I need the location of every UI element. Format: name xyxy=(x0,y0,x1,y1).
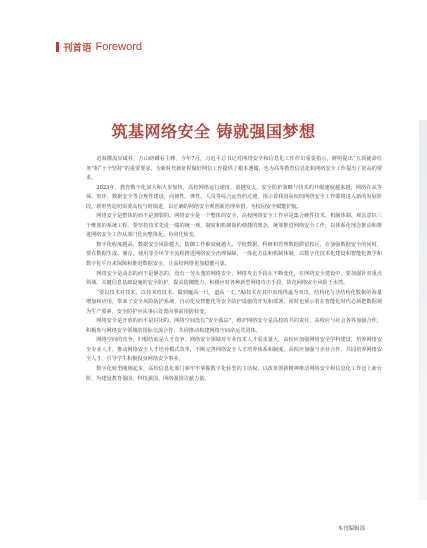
signature: 本刊编辑部 xyxy=(337,526,365,532)
paragraph: 网络安全是动态的而不是静态的。没有一劳永逸的网络安全，网络攻击手段在不断变化，在网络安全建设中，要加强针对重点领域、关键信息基础设施的安全防护，提高防御能力，积极应对各种新型网络攻击手段，防范网络安全风险于未然。 xyxy=(86,270,382,287)
section-label-cn: 刊首语 xyxy=(63,43,92,54)
section-label-en: Foreword xyxy=(95,41,142,53)
paragraph: 网络安全是整体的而不是割裂的。网络安全是一个整体的安全，高校网络安全工作应是集合硬件技术、机制体制、观念意识三个维度的系统工程。要坚持技术先进一端的统一观，制度和机制简约便捷的理念，统筹推进网络安全工作，以体系化理念推动和推进网络安全工作从部门化向整体化、协同化转变。 xyxy=(86,213,382,239)
article-body xyxy=(86,155,382,384)
section-header xyxy=(56,40,142,54)
paragraph: “要以技术对技术，以技术管技术，做到魔高一尺，道高一丈。”AI技术在其中表现得最为突出，结构化与非结构化数据的海量增加和应用，带来了安全风险防护系统、自动化及智能化等安全防护设施的开发和部署、同时也预示着在智能化时代必须把数据视为生产要素，安全防护应从事后处置向事前预防转变。 xyxy=(86,289,382,315)
paragraph: 网络安全是开放的而不是封闭的。网络空间没有“安全孤岛”，维护网络安全是高校的共同责任，高校应与社会各界加强合作，积极参与网络安全领域的国际交流合作，共同推动构建网络空间命运共同体。 xyxy=(86,318,382,334)
page-edge-tab xyxy=(419,120,427,500)
article-title: 筑基网络安全 铸就强国梦想 xyxy=(111,122,316,141)
paragraph: 数字化转型刚刚起步，高校信息化部门须牢牢掌握数字化转型的主动权，以改革创新精神推动网络安全和信息化工作迈上新台阶，为建设教育强国、科技强国、网络强国贡献力量。 xyxy=(86,366,382,382)
paragraph: 网络空间的竞争，归根结底是人才竞争。网络安全领域对专业技术人才需求量大，高校应加强网络安全学科建设，培养网络安全专业人才，推动网络安全人才培养模式改革，不断完善网络安全人才培养体系和制度。高校应加强与企业合作，共同培养网络安全人才，引导学生积极投身网络安全事业。 xyxy=(86,337,382,363)
paragraph: 沧海横流显砥柱，万山磅礴看主峰。今年7月，习近平总书记对网络安全和信息化工作作出重要指示，鲜明提出“五项使命任务”和“十个坚持”的重要要求，为新时代新征程做好网信工作提供了根本遵循，也为高等教育信息化和网络安全工作提出了更高的要求。 xyxy=(86,156,382,182)
paragraph: 2023年，教育数字化加大和大步加快，高校网络运行速度、量越发大，安全防护策略与技术的升级速度越来越，网络在从等保、密评、数据安全等合规性建设，向韧性、弹性、人员等综合运营的过渡，预示着我国高校的网络安全工作即将进入新的发展阶段。新形势迫切需要高校与时俱进，以正确的网络安全观创新治理举措，为校园安全赋能护航。 xyxy=(86,184,382,210)
paragraph: 数字化程度越高，数据安全风险越大，防御工作难度就越大。学校数据、科研和管理数据滞留校区，在加强数据安全的同时，要在数据生成、储存、使用等全环节全流程推进网络安全治理保障，一体化方法和机制体制，以数字化技术化建设和智能化教学和数字化平台来保障和推进数据安全，让高校网络更加稳健可靠。 xyxy=(86,241,382,268)
section-marker xyxy=(56,42,59,52)
